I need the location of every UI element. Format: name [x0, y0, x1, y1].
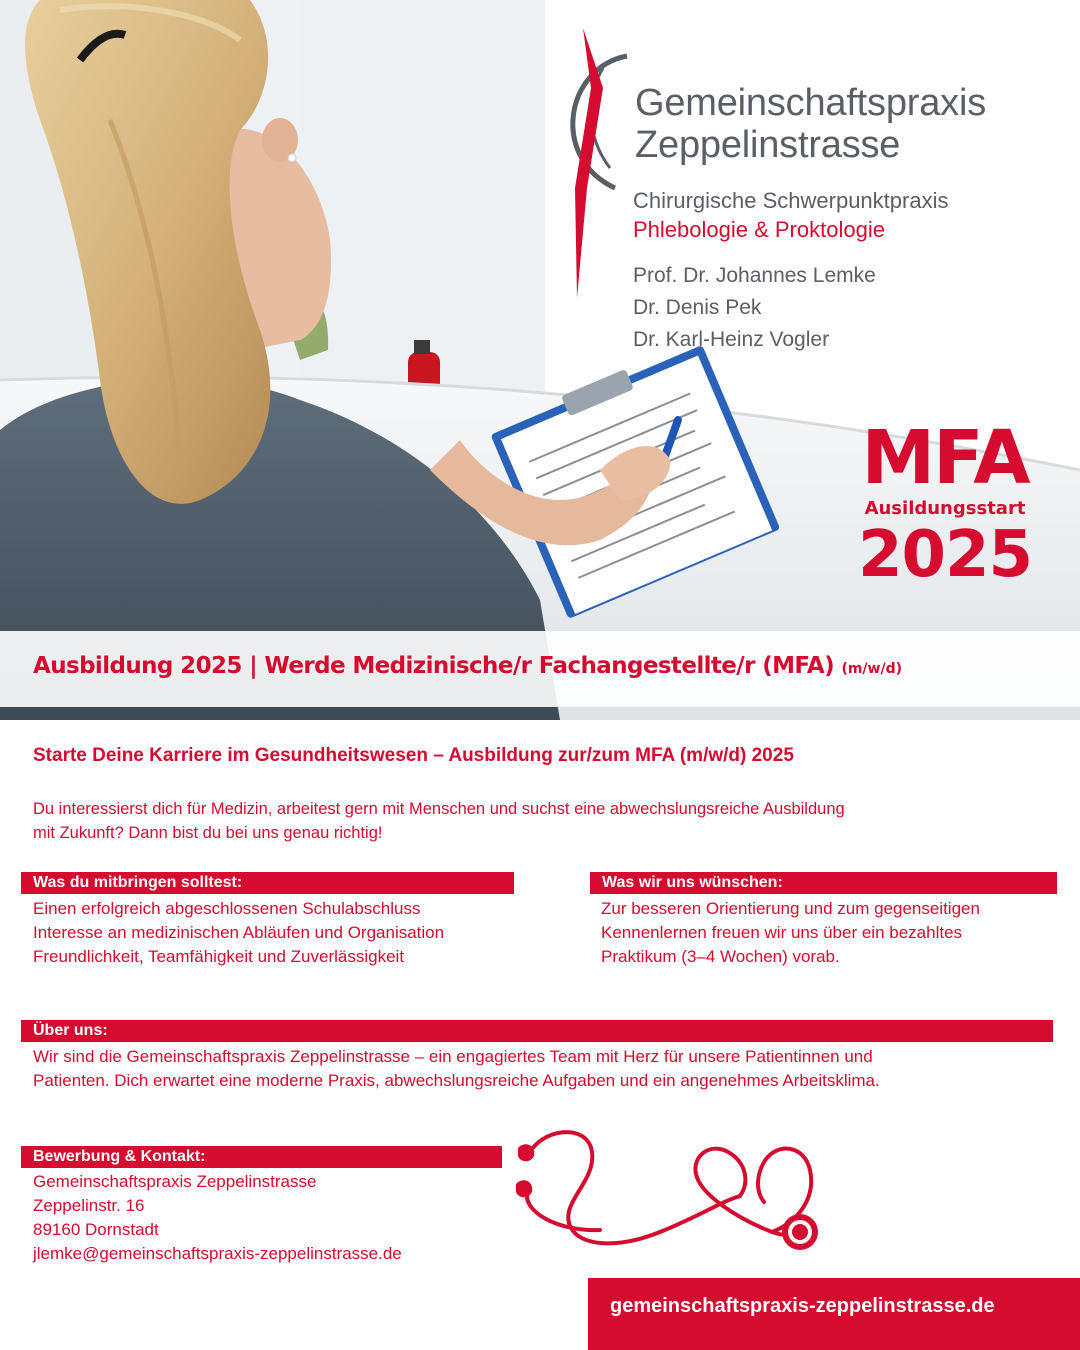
contact-practice-name: Gemeinschaftspraxis Zeppelinstrasse — [33, 1172, 317, 1191]
intro-line: Du interessierst dich für Medizin, arbeitest gern mit Menschen und suchst eine abwechslungsreiche Ausbildung — [33, 800, 845, 818]
banner-title — [33, 653, 902, 679]
contact-heading: Bewerbung & Kontakt: — [21, 1146, 502, 1168]
list-item: Einen erfolgreich abgeschlossenen Schulabschluss — [33, 899, 421, 918]
practice-subtitle: Chirurgische Schwerpunktpraxis — [633, 188, 949, 213]
requirements-list — [33, 897, 444, 969]
contact-details — [33, 1170, 402, 1266]
mfa-subtitle: Ausildungsstart — [864, 498, 1026, 519]
intro-text — [33, 797, 1013, 845]
about-text — [33, 1045, 880, 1093]
doctor-name: Dr. Denis Pek — [633, 296, 762, 319]
about-line: Wir sind die Gemeinschaftspraxis Zeppelinstrasse – ein engagiertes Team mit Herz für unsere Patientinnen und — [33, 1047, 873, 1066]
page-headline: Starte Deine Karriere im Gesundheitswesen – Ausbildung zur/zum MFA (m/w/d) 2025 — [33, 745, 794, 766]
doctor-name: Prof. Dr. Johannes Lemke — [633, 264, 876, 287]
wishes-line: Kennenlernen freuen wir uns über ein bezahltes — [601, 923, 963, 942]
doctor-name: Dr. Karl-Heinz Vogler — [633, 328, 830, 351]
mfa-year: 2025 — [857, 518, 1033, 592]
wishes-heading: Was wir uns wünschen: — [590, 872, 1057, 894]
stethoscope-heart-icon — [500, 1122, 840, 1272]
list-item: Freundlichkeit, Teamfähigkeit und Zuverlässigkeit — [33, 947, 405, 966]
intro-line: mit Zukunft? Dann bist du bei uns genau richtig! — [33, 824, 383, 842]
about-heading: Über uns: — [21, 1020, 1053, 1042]
headline-banner — [0, 631, 1080, 707]
banner-main-text: Ausbildung 2025 | Werde Medizinische/r Fachangestellte/r (MFA) — [33, 653, 835, 679]
practice-specialty: Phlebologie & Proktologie — [633, 217, 885, 242]
practice-name: Gemeinschaftspraxis Zeppelinstrasse — [635, 82, 987, 166]
website-link[interactable]: gemeinschaftspraxis-zeppelinstrasse.de — [588, 1278, 1080, 1350]
about-line: Patienten. Dich erwartet eine moderne Praxis, abwechslungsreiche Aufgaben und ein angenehmes Arbeitsklima. — [33, 1071, 880, 1090]
list-item: Interesse an medizinischen Abläufen und Organisation — [33, 923, 445, 942]
doctors-list — [633, 260, 876, 356]
banner-suffix: (m/w/d) — [841, 661, 903, 677]
wishes-line: Praktikum (3–4 Wochen) vorab. — [601, 947, 840, 966]
contact-email[interactable]: jlemke@gemeinschaftspraxis-zeppelinstrasse.de — [33, 1244, 402, 1263]
contact-street: Zeppelinstr. 16 — [33, 1196, 145, 1215]
wishes-line: Zur besseren Orientierung und zum gegenseitigen — [601, 899, 980, 918]
contact-city: 89160 Dornstadt — [33, 1220, 159, 1239]
requirements-heading: Was du mitbringen solltest: — [21, 872, 514, 894]
mfa-badge — [840, 415, 1050, 592]
mfa-title: MFA — [861, 415, 1029, 501]
practice-logo — [555, 28, 1075, 358]
wishes-text — [601, 897, 980, 969]
